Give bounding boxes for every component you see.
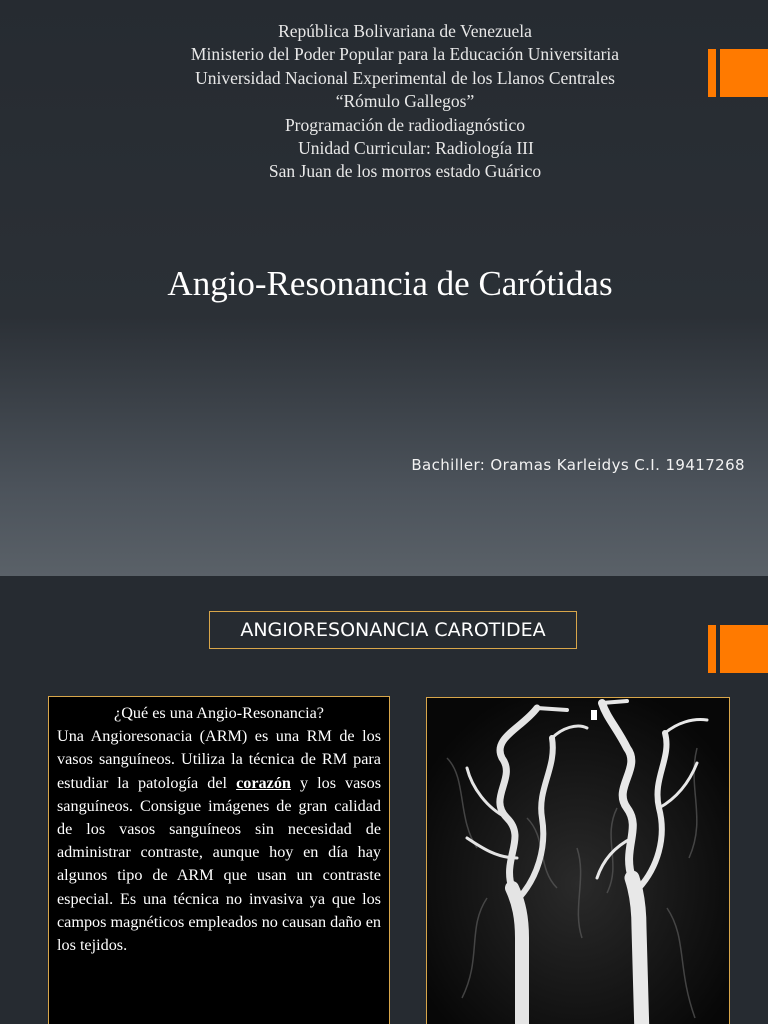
definition-text-box (48, 696, 390, 1024)
corazon-link[interactable]: corazón (236, 773, 291, 792)
definition-text-start: Una Angioresonacia (ARM) es una RM de los vasos sanguíneos. Utiliza la técnica de RM para estudiar la patología del (57, 727, 381, 792)
institution-header (130, 20, 680, 184)
question-heading: ¿Qué es una Angio-Resonancia? (114, 704, 324, 722)
author-line: Bachiller: Oramas Karleidys C.I. 19417268 (411, 456, 745, 474)
accent-thin-bar (708, 49, 716, 97)
carotid-mra-image (426, 697, 730, 1024)
definition-text-end: y los vasos sanguíneos. Consigue imágenes de gran calidad de los vasos sanguíneos sin necesidad de administrar contraste, aunque hoy en día hay algunos tipo de ARM que usan un contraste especial. Es una técnica no invasiva ya que los campos magnéticos empleados no causan daño en los tejidos. (57, 773, 382, 955)
accent-thin-bar-2 (708, 625, 716, 673)
content-slide (0, 576, 768, 1024)
header-line-ministry: Ministerio del Poder Popular para la Educación Universitaria (190, 44, 620, 65)
header-line-location: San Juan de los morros estado Guárico (268, 161, 542, 182)
presentation-title: Angio-Resonancia de Carótidas (167, 264, 613, 303)
definition-paragraph (57, 725, 381, 957)
accent-thick-bar-2 (720, 625, 768, 673)
section-title: ANGIORESONANCIA CAROTIDEA (209, 611, 577, 649)
accent-thick-bar (720, 49, 768, 97)
header-line-university-name: “Rómulo Gallegos” (335, 91, 475, 112)
carotid-angiogram-illustration (427, 698, 729, 1024)
orange-accent-bars-2 (708, 625, 768, 673)
header-line-country: República Bolivariana de Venezuela (278, 21, 532, 41)
header-line-course: Unidad Curricular: Radiología III (298, 138, 534, 159)
header-line-university: Universidad Nacional Experimental de los Llanos Centrales (195, 67, 615, 88)
header-line-program: Programación de radiodiagnóstico (284, 114, 526, 135)
orange-accent-bars (708, 49, 768, 97)
